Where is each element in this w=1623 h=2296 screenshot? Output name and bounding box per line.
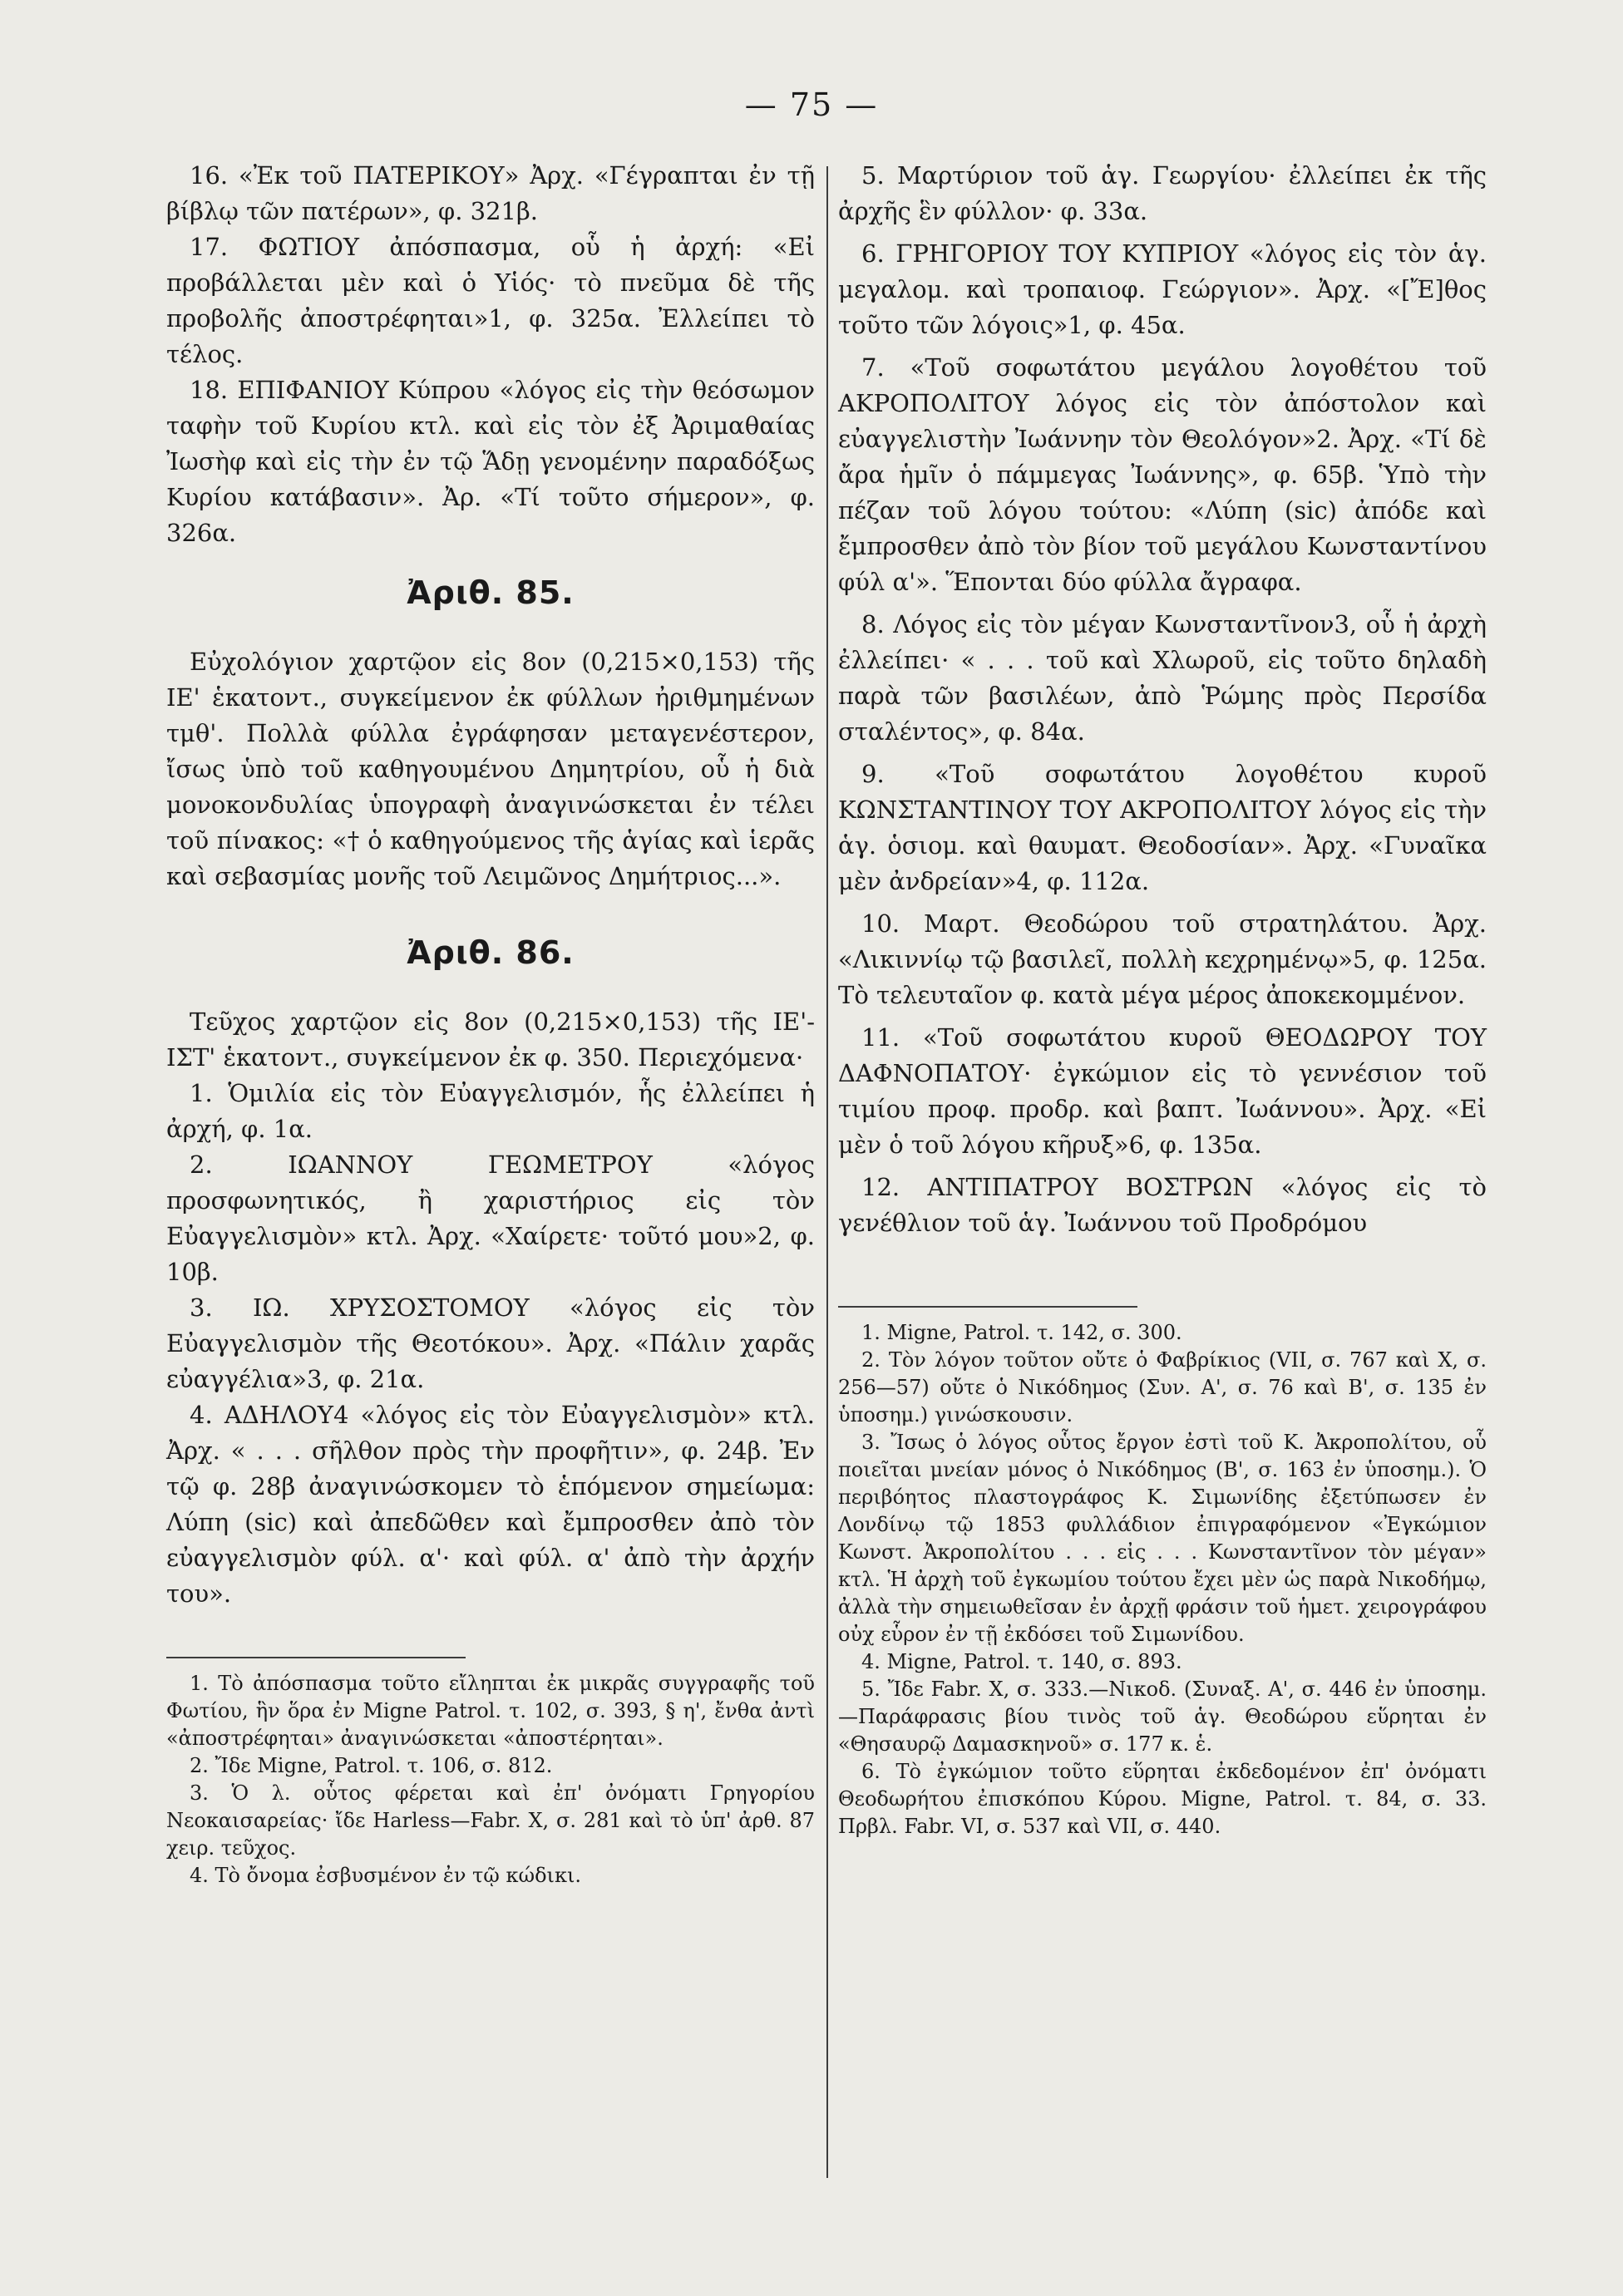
item-86-6: 6. ΓΡΗΓΟΡΙΟΥ ΤΟΥ ΚΥΠΡΙΟΥ «λόγος εἰς τὸν ἁγ. μεγαλομ. καὶ τροπαιοφ. Γεώργιον». Ἀρχ. «[Ἔ]θος τοῦτο τῶν λόγοις»1, φ. 45α. xyxy=(838,239,1487,339)
left-column xyxy=(166,158,815,1890)
footnote-right-5: 5. Ἴδε Fabr. X, σ. 333.—Νικοδ. (Συναξ. Α', σ. 446 ἐν ὑποσημ.—Παράφρασις βίου τινὸς τοῦ ἁγ. Θεοδώρου εὕρηται ἐν «Θησαυρῷ Δαμασκηνοῦ» σ. 177 κ. ἑ. xyxy=(838,1678,1487,1756)
item-86-11: 11. «Τοῦ σοφωτάτου κυροῦ ΘΕΟΔΩΡΟΥ ΤΟΥ ΔΑΦΝΟΠΑΤΟΥ· ἐγκώμιον εἰς τὸ γεννέσιον τοῦ τιμίου προφ. προδρ. καὶ βαπτ. Ἰωάννου». Ἀρχ. «Εἰ μὲν ὁ τοῦ λόγου κῆρυξ»6, φ. 135α. xyxy=(838,1023,1487,1159)
item-86-5: 5. Μαρτύριον τοῦ ἁγ. Γεωργίου· ἐλλείπει ἐκ τῆς ἀρχῆς ἓν φύλλον· φ. 33α. xyxy=(838,161,1487,225)
footnote-right-2: 2. Τὸν λόγον τοῦτον οὔτε ὁ Φαβρίκιος (VII, σ. 767 καὶ X, σ. 256—57) οὔτε ὁ Νικόδημος (Συν. Α', σ. 76 καὶ Β', σ. 135 ἐν ὑποσημ.) γινώσκουσιν. xyxy=(838,1348,1487,1426)
footnote-right-3: 3. Ἴσως ὁ λόγος οὗτος ἔργον ἐστὶ τοῦ Κ. Ἀκροπολίτου, οὗ ποιεῖται μνείαν μόνος ὁ Νικόδημος (Β', σ. 163 ἐν ὑποσημ.). Ὁ περιβόητος πλαστογράφος Κ. Σιμωνίδης ἐξετύπωσεν ἐν Λονδίνῳ τῷ 1853 φυλλάδιον ἐπιγραφόμενον «Ἐγκώμιον Κωνστ. Ἀκροπολίτου . . . εἰς . . . Κωνσταντῖνον τὸν μέγαν» κτλ. Ἡ ἀρχὴ τοῦ ἐγκωμίου τούτου ἔχει μὲν ὡς παρὰ Νικοδήμῳ, ἀλλὰ τὴν σημειωθεῖσαν ἐν ἀρχῇ φράσιν τοῦ ἡμετ. χειρογράφου οὐχ εὗρον ἐν τῇ ἐκδόσει τοῦ Σιμωνίδου. xyxy=(838,1431,1487,1646)
item-86-7: 7. «Τοῦ σοφωτάτου μεγάλου λογοθέτου τοῦ ΑΚΡΟΠΟΛΙΤΟΥ λόγος εἰς τὸν ἀπόστολον καὶ εὐαγγελιστὴν Ἰωάννην τὸν Θεολόγον»2. Ἀρχ. «Τί δὲ ἄρα ἡμῖν ὁ πάμμεγας Ἰωάννης», φ. 65β. Ὑπὸ τὴν πέζαν τοῦ λόγου τούτου: «Λύπη (sic) ἀπόδε καὶ ἔμπροσθεν ἀπὸ τὸν βίον τοῦ μεγάλου Κωνσταντίνου φύλ α'». Ἕπονται δύο φύλλα ἄγραφα. xyxy=(838,353,1487,596)
footnote-left-3: 3. Ὁ λ. οὗτος φέρεται καὶ ἐπ' ὀνόματι Γρηγορίου Νεοκαισαρείας· ἴδε Harless—Fabr. X, σ. 281 καὶ τὸ ὑπ' ἀρθ. 87 χειρ. τεῦχος. xyxy=(166,1781,815,1860)
item-86-4: 4. ΑΔΗΛΟΥ4 «λόγος εἰς τὸν Εὐαγγελισμὸν» κτλ. Ἀρχ. « . . . σῆλθον πρὸς τὴν προφῆτιν», φ. 24β. Ἐν τῷ φ. 28β ἀναγινώσκομεν τὸ ἑπόμενον σημείωμα: Λύπη (sic) καὶ ἀπεδῶθεν καὶ ἔμπροσθεν ἀπὸ τὸν εὐαγγελισμὸν φύλ. α'· καὶ φύλ. α' ἀπὸ τὴν ἀρχήν του». xyxy=(166,1401,815,1608)
footnote-left-4: 4. Τὸ ὄνομα ἐσβυσμένον ἐν τῷ κώδικι. xyxy=(190,1864,581,1887)
heading-86: Ἀριθ. 86. xyxy=(407,934,575,971)
description-85: Εὐχολόγιον χαρτῷον εἰς 8ον (0,215×0,153) τῆς ΙΕ' ἑκατοντ., συγκείμενον ἐκ φύλλων ἠριθμημένων τμθ'. Πολλὰ φύλλα ἐγράφησαν μεταγενέστερον, ἴσως ὑπὸ τοῦ καθηγουμένου Δημητρίου, οὗ ἡ διὰ μονοκονδυλίας ὑπογραφὴ ἀναγινώσκεται ἐν τέλει τοῦ πίνακος: «† ὁ καθηγούμενος τῆς ἁγίας καὶ ἱερᾶς καὶ σεβασμίας μονῆς τοῦ Λειμῶνος Δημήτριος...». xyxy=(166,648,815,890)
entry-18: 18. ΕΠΙΦΑΝΙΟΥ Κύπρου «λόγος εἰς τὴν θεόσωμον ταφὴν τοῦ Κυρίου κτλ. καὶ εἰς τὸν ἐξ Ἀριμαθαίας Ἰωσὴφ καὶ εἰς τὴν ἐν τῷ Ἅδῃ γενομένην παραδόξως Κυρίου κατάβασιν». Ἀρ. «Τί τοῦτο σήμερον», φ. 326α. xyxy=(166,376,815,547)
footnote-right-1: 1. Migne, Patrol. τ. 142, σ. 300. xyxy=(861,1321,1182,1344)
page-number: — 75 — xyxy=(744,86,879,123)
heading-85: Ἀριθ. 85. xyxy=(407,574,575,611)
right-column xyxy=(838,158,1487,1840)
entry-16: 16. «Ἐκ τοῦ ΠΑΤΕΡΙΚΟΥ» Ἀρχ. «Γέγραπται ἐν τῇ βίβλῳ τῶν πατέρων», φ. 321β. xyxy=(166,161,815,225)
footnote-right-4: 4. Migne, Patrol. τ. 140, σ. 893. xyxy=(861,1650,1182,1673)
item-86-1: 1. Ὁμιλία εἰς τὸν Εὐαγγελισμόν, ἧς ἐλλείπει ἡ ἀρχή, φ. 1α. xyxy=(166,1079,815,1143)
item-86-9: 9. «Τοῦ σοφωτάτου λογοθέτου κυροῦ ΚΩΝΣΤΑΝΤΙΝΟΥ ΤΟΥ ΑΚΡΟΠΟΛΙΤΟΥ λόγος εἰς τὴν ἁγ. ὁσιομ. καὶ θαυματ. Θεοδοσίαν». Ἀρχ. «Γυναῖκα μὲν ἀνδρείαν»4, φ. 112α. xyxy=(838,760,1487,895)
item-86-3: 3. ΙΩ. ΧΡΥΣΟΣΤΟΜΟΥ «λόγος εἰς τὸν Εὐαγγελισμὸν τῆς Θεοτόκου». Ἀρχ. «Πάλιν χαρᾶς εὐαγγέλια»3, φ. 21α. xyxy=(166,1293,815,1393)
footnotes-left xyxy=(166,1658,815,1890)
item-86-10: 10. Μαρτ. Θεοδώρου τοῦ στρατηλάτου. Ἀρχ. «Λικιννίῳ τῷ βασιλεῖ, πολλὴ κεχρημένῳ»5, φ. 125α. Τὸ τελευταῖον φ. κατὰ μέγα μέρος ἀποκεκομμένον. xyxy=(838,909,1487,1009)
item-86-2: 2. ΙΩΑΝΝΟΥ ΓΕΩΜΕΤΡΟΥ «λόγος προσφωνητικός, ἢ χαριστήριος εἰς τὸν Εὐαγγελισμὸν» κτλ. Ἀρχ. «Χαίρετε· τοῦτό μου»2, φ. 10β. xyxy=(166,1150,815,1286)
footnotes-right xyxy=(838,1308,1487,1840)
footnote-right-6: 6. Τὸ ἐγκώμιον τοῦτο εὕρηται ἐκδεδομένον ἐπ' ὀνόματι Θεοδωρήτου ἐπισκόπου Κύρου. Migne, Patrol. τ. 84, σ. 33. Πρβλ. Fabr. VI, σ. 537 καὶ VII, σ. 440. xyxy=(838,1760,1487,1838)
item-86-8: 8. Λόγος εἰς τὸν μέγαν Κωνσταντῖνον3, οὗ ἡ ἀρχὴ ἐλλείπει· « . . . τοῦ καὶ Χλωροῦ, εἰς τοῦτο δηλαδὴ παρὰ τῶν βασιλέων, ἀπὸ Ῥώμης πρὸς Περσίδα σταλέντος», φ. 84α. xyxy=(838,610,1487,746)
entry-17: 17. ΦΩΤΙΟΥ ἀπόσπασμα, οὗ ἡ ἀρχή: «Εἰ προβάλλεται μὲν καὶ ὁ Υἱός· τὸ πνεῦμα δὲ τῆς προβολῆς ἀποστρέφηται»1, φ. 325α. Ἐλλείπει τὸ τέλος. xyxy=(166,233,815,368)
footnote-left-1: 1. Τὸ ἀπόσπασμα τοῦτο εἴληπται ἐκ μικρᾶς συγγραφῆς τοῦ Φωτίου, ἣν ὅρα ἐν Migne Patrol. τ. 102, σ. 393, § η', ἔνθα ἀντὶ «ἀποστρέφηται» ἀναγινώσκεται «ἀποστέρηται». xyxy=(166,1672,815,1750)
column-divider xyxy=(826,166,828,2178)
item-86-12: 12. ΑΝΤΙΠΑΤΡΟΥ ΒΟΣΤΡΩΝ «λόγος εἰς τὸ γενέθλιον τοῦ ἁγ. Ἰωάννου τοῦ Προδρόμου xyxy=(838,1173,1487,1237)
description-86: Τεῦχος χαρτῷον εἰς 8ον (0,215×0,153) τῆς ΙΕ'-ΙΣΤ' ἑκατοντ., συγκείμενον ἐκ φ. 350. Περιεχόμενα· xyxy=(166,1008,815,1072)
footnote-left-2: 2. Ἴδε Migne, Patrol. τ. 106, σ. 812. xyxy=(190,1754,553,1777)
